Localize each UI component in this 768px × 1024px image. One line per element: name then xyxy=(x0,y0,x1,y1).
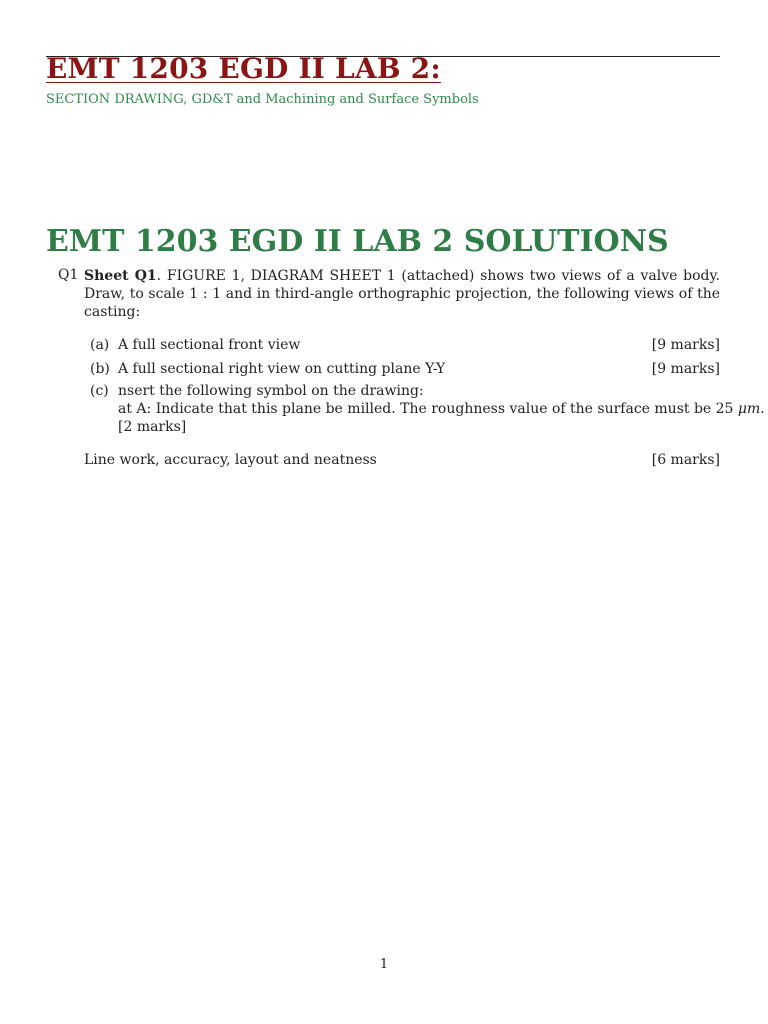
final-criteria-marks: [6 marks] xyxy=(651,452,720,468)
item-text: A full sectional front view xyxy=(118,337,301,353)
final-criteria-text: Line work, accuracy, layout and neatness xyxy=(84,452,377,468)
unit-symbol: μm xyxy=(737,401,761,417)
item-detail-text: at A: Indicate that this plane be milled. The roughness value of the surface must be 25 xyxy=(118,401,738,417)
page-number: 1 xyxy=(379,957,389,972)
item-detail-end: . xyxy=(760,401,765,417)
question-number: Q1 xyxy=(58,267,79,283)
question-body: . FIGURE 1, DIAGRAM SHEET 1 (attached) shows two views of a valve body. Draw, to scale 1 : 1 and in third-angle orthographic projection, the following views of the casting: xyxy=(84,268,720,320)
document-title: EMT 1203 EGD II LAB 2: xyxy=(46,52,441,85)
item-marks: [2 marks] xyxy=(118,419,187,435)
item-marks: [9 marks] xyxy=(651,337,720,353)
question-item-c xyxy=(90,382,765,438)
item-label: (c) xyxy=(90,383,109,399)
question-lead: Sheet Q1 xyxy=(84,268,157,284)
item-text: nsert the following symbol on the drawing: xyxy=(118,383,424,399)
section-title: EMT 1203 EGD II LAB 2 SOLUTIONS xyxy=(46,224,669,259)
item-text: A full sectional right view on cutting plane Y-Y xyxy=(118,361,446,377)
question-text xyxy=(84,267,720,321)
item-detail xyxy=(118,400,765,418)
final-criteria xyxy=(84,451,720,469)
item-label: (b) xyxy=(90,361,110,377)
item-marks: [9 marks] xyxy=(651,361,720,377)
item-label: (a) xyxy=(90,337,110,353)
document-subtitle: SECTION DRAWING, GD&T and Machining and Surface Symbols xyxy=(46,92,479,107)
